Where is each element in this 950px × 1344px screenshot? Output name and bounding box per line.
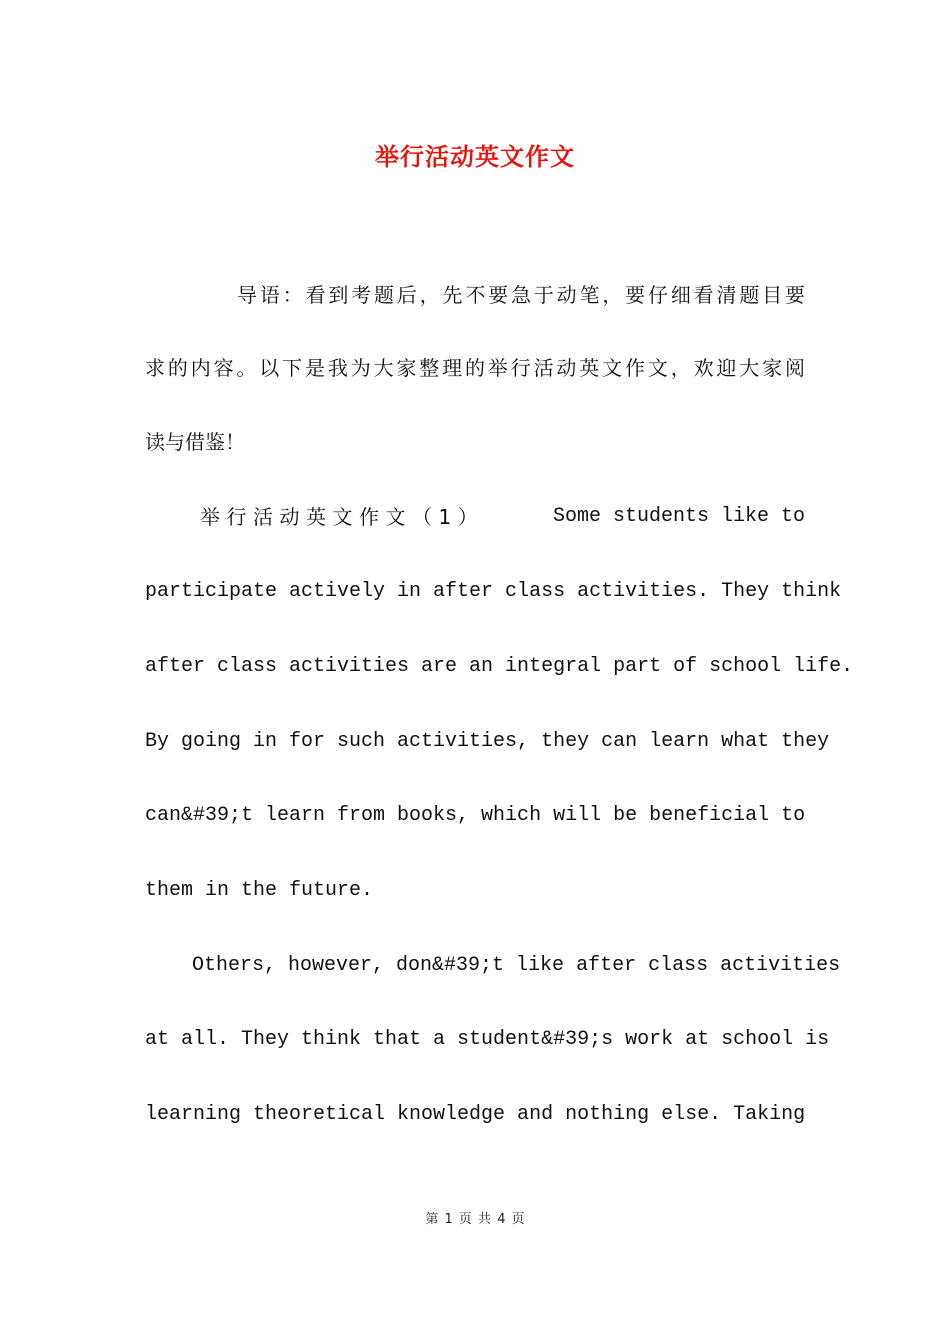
- body-line-6: them in the future.: [145, 879, 374, 902]
- body-line-8: at all. They think that a student&#39;s work at school is: [145, 1028, 830, 1051]
- page-footer: 第 1 页 共 4 页: [425, 1212, 525, 1227]
- document-title: 举行活动英文作文: [375, 142, 575, 171]
- body-line-2: participate actively in after class activities. They think: [145, 580, 842, 603]
- body-line-1: Some students like to: [553, 505, 806, 528]
- body-line-9: learning theoretical knowledge and nothing else. Taking: [145, 1103, 806, 1126]
- section-heading-row: [200, 503, 805, 531]
- body-line-4: By going in for such activities, they can learn what they: [145, 730, 830, 753]
- intro-line-1: 导语：看到考题后，先不要急于动笔，要仔细看清题目要: [237, 283, 805, 307]
- intro-line-3: 读与借鉴！: [145, 430, 245, 454]
- body-line-7: Others, however, don&#39;t like after class activities: [192, 954, 841, 977]
- section-heading: 举行活动英文作文（1）: [200, 505, 485, 529]
- body-line-5: can&#39;t learn from books, which will be beneficial to: [145, 804, 806, 827]
- intro-line-2: 求的内容。以下是我为大家整理的举行活动英文作文，欢迎大家阅: [145, 356, 805, 380]
- body-line-3: after class activities are an integral part of school life.: [145, 655, 854, 678]
